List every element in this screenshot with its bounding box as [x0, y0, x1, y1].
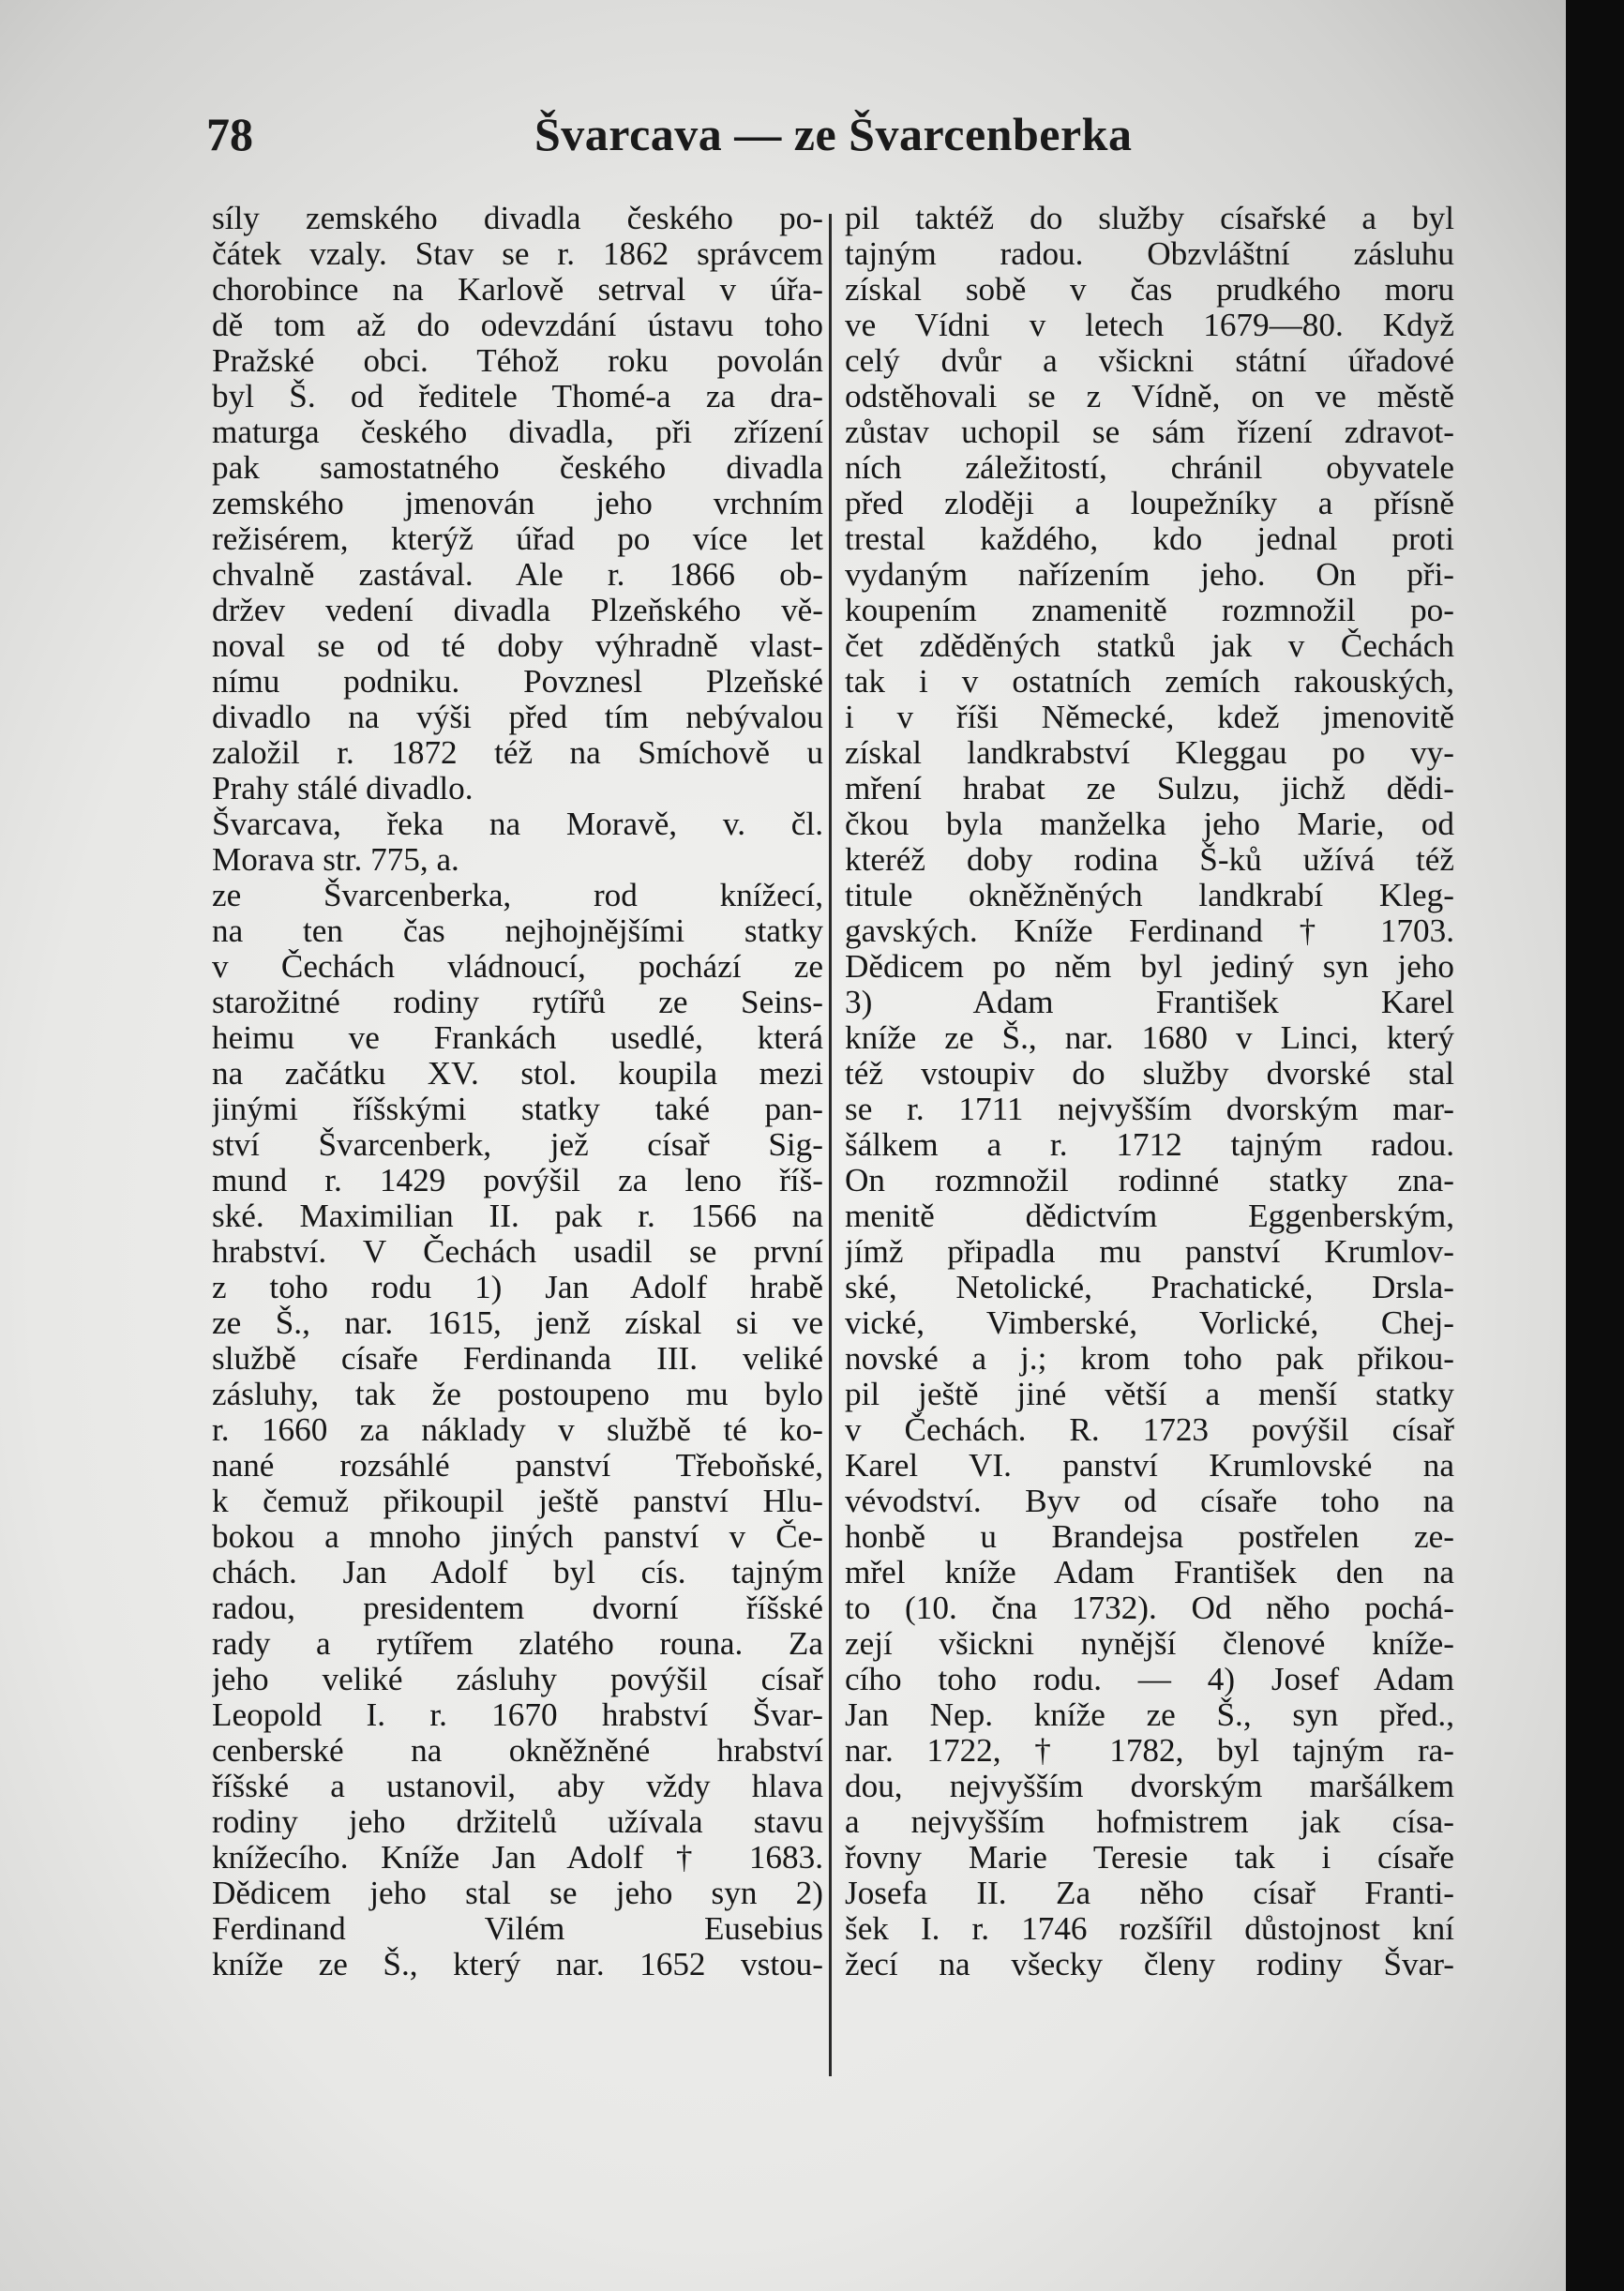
- text-line: i v říši Německé, kdež jmenovitě: [845, 700, 1454, 735]
- text-line: novské a j.; krom toho pak přikou-: [845, 1341, 1454, 1377]
- text-line: cího toho rodu. — 4) Josef Adam: [845, 1662, 1454, 1697]
- text-line: koupením znamenitě rozmnožil po-: [845, 593, 1454, 628]
- text-line: tajným radou. Obzvláštní zásluhu: [845, 236, 1454, 272]
- text-line: radou, presidentem dvorní říšské: [212, 1590, 823, 1626]
- text-line: ské, Netolické, Prachatické, Drsla-: [845, 1270, 1454, 1305]
- text-line: Morava str. 775, a.: [212, 842, 459, 878]
- text-line: mření hrabat ze Sulzu, jichž dědi-: [845, 771, 1454, 806]
- column-divider: [829, 214, 832, 2076]
- text-line: chách. Jan Adolf byl cís. tajným: [212, 1555, 823, 1590]
- text-line: založil r. 1872 též na Smíchově u: [212, 735, 823, 771]
- text-line: pil ještě jiné větší a menší statky: [845, 1377, 1454, 1412]
- text-line: získal sobě v čas prudkého moru: [845, 272, 1454, 308]
- text-line: nané rozsáhlé panství Třeboňské,: [212, 1448, 823, 1484]
- text-line: kteréž doby rodina Š-ků užívá též: [845, 842, 1454, 878]
- text-line: Dědicem jeho stal se jeho syn 2): [212, 1876, 823, 1911]
- text-line: Josefa II. Za něho císař Franti-: [845, 1876, 1454, 1911]
- text-line: trestal každého, kdo jednal proti: [845, 521, 1454, 557]
- text-line: 3) Adam František Karel: [845, 985, 1454, 1020]
- text-line: divadlo na výši před tím nebývalou: [212, 700, 823, 735]
- text-line: tak i v ostatních zemích rakouských,: [845, 664, 1454, 700]
- text-line: to (10. čna 1732). Od něho pochá-: [845, 1590, 1454, 1626]
- text-line: na začátku XV. stol. koupila mezi: [212, 1056, 823, 1092]
- text-line: síly zemského divadla českého po-: [212, 201, 823, 236]
- text-line: byl Š. od ředitele Thomé-a za dra-: [212, 379, 823, 414]
- text-line: mřel kníže Adam František den na: [845, 1555, 1454, 1590]
- text-line: Švarcava, řeka na Moravě, v. čl.: [212, 806, 823, 842]
- text-line: Karel VI. panství Krumlovské na: [845, 1448, 1454, 1484]
- text-column-right: [845, 201, 1454, 1982]
- text-line: celý dvůr a všickni státní úřadové: [845, 343, 1454, 379]
- text-line: Ferdinand Vilém Eusebius: [212, 1911, 823, 1947]
- text-line: menitě dědictvím Eggenberským,: [845, 1198, 1454, 1234]
- text-line: šálkem a r. 1712 tajným radou.: [845, 1127, 1454, 1163]
- text-line: gavských. Kníže Ferdinand † 1703.: [845, 913, 1454, 949]
- text-line: maturga českého divadla, při zřízení: [212, 414, 823, 450]
- page-number: 78: [206, 108, 253, 160]
- text-line: Leopold I. r. 1670 hrabství Švar-: [212, 1697, 823, 1733]
- text-line: odstěhovali se z Vídně, on ve městě: [845, 379, 1454, 414]
- text-line: zásluhy, tak že postoupeno mu bylo: [212, 1377, 823, 1412]
- text-line: nímu podniku. Povznesl Plzeňské: [212, 664, 823, 700]
- text-line: z toho rodu 1) Jan Adolf hrabě: [212, 1270, 823, 1305]
- text-line: r. 1660 za náklady v službě té ko-: [212, 1412, 823, 1448]
- text-line: též vstoupiv do služby dvorské stal: [845, 1056, 1454, 1092]
- text-line: noval se od té doby výhradně vlast-: [212, 628, 823, 664]
- text-line: a nejvyšším hofmistrem jak císa-: [845, 1804, 1454, 1840]
- text-line: žecí na všecky členy rodiny Švar-: [845, 1947, 1454, 1982]
- text-line: kníže ze Š., nar. 1680 v Linci, který: [845, 1020, 1454, 1056]
- text-line: v Čechách vládnoucí, pochází ze: [212, 949, 823, 985]
- text-line: kníže ze Š., který nar. 1652 vstou-: [212, 1947, 823, 1982]
- page-header: [206, 98, 1435, 163]
- text-line: získal landkrabství Kleggau po vy-: [845, 735, 1454, 771]
- text-line: vydaným nařízením jeho. On při-: [845, 557, 1454, 593]
- text-line: jímž připadla mu panství Krumlov-: [845, 1234, 1454, 1270]
- text-line: ních záležitostí, chránil obyvatele: [845, 450, 1454, 486]
- scan-edge: [1566, 0, 1624, 2291]
- text-line: cenberské na okněžněné hrabství: [212, 1733, 823, 1769]
- text-line: jeho veliké zásluhy povýšil císař: [212, 1662, 823, 1697]
- text-line: pil taktéž do služby císařské a byl: [845, 201, 1454, 236]
- text-line: ské. Maximilian II. pak r. 1566 na: [212, 1198, 823, 1234]
- text-line: chorobince na Karlově setrval v úřa-: [212, 272, 823, 308]
- text-line: starožitné rodiny rytířů ze Seins-: [212, 985, 823, 1020]
- text-line: dou, nejvyšším dvorským maršálkem: [845, 1769, 1454, 1804]
- text-line: zůstav uchopil se sám řízení zdravot-: [845, 414, 1454, 450]
- text-line: Prahy stálé divadlo.: [212, 771, 474, 806]
- text-line: ze Švarcenberka, rod knížecí,: [212, 878, 823, 913]
- text-line: držev vedení divadla Plzeňského vě-: [212, 593, 823, 628]
- text-line: hrabství. V Čechách usadil se první: [212, 1234, 823, 1270]
- text-line: říšské a ustanovil, aby vždy hlava: [212, 1769, 823, 1804]
- text-line: ze Š., nar. 1615, jenž získal si ve: [212, 1305, 823, 1341]
- text-line: v Čechách. R. 1723 povýšil císař: [845, 1412, 1454, 1448]
- text-line: Dědicem po něm byl jediný syn jeho: [845, 949, 1454, 985]
- text-line: pak samostatného českého divadla: [212, 450, 823, 486]
- text-line: čet zděděných statků jak v Čechách: [845, 628, 1454, 664]
- text-line: rodiny jeho držitelů užívala stavu: [212, 1804, 823, 1840]
- text-line: honbě u Brandejsa postřelen ze-: [845, 1519, 1454, 1555]
- text-line: rady a rytířem zlatého rouna. Za: [212, 1626, 823, 1662]
- text-line: Jan Nep. kníže ze Š., syn před.,: [845, 1697, 1454, 1733]
- text-line: dě tom až do odevzdání ústavu toho: [212, 308, 823, 343]
- text-column-left: [212, 201, 823, 1982]
- text-line: On rozmnožil rodinné statky zna-: [845, 1163, 1454, 1198]
- text-line: šek I. r. 1746 rozšířil důstojnost kní: [845, 1911, 1454, 1947]
- text-line: ství Švarcenberk, jež císař Sig-: [212, 1127, 823, 1163]
- text-line: jinými říšskými statky také pan-: [212, 1092, 823, 1127]
- text-line: na ten čas nejhojnějšími statky: [212, 913, 823, 949]
- text-line: zejí všickni nynější členové kníže-: [845, 1626, 1454, 1662]
- text-line: zemského jmenován jeho vrchním: [212, 486, 823, 521]
- text-line: čátek vzaly. Stav se r. 1862 správcem: [212, 236, 823, 272]
- text-line: vické, Vimberské, Vorlické, Chej-: [845, 1305, 1454, 1341]
- text-line: ve Vídni v letech 1679—80. Když: [845, 308, 1454, 343]
- text-line: chvalně zastával. Ale r. 1866 ob-: [212, 557, 823, 593]
- text-line: bokou a mnoho jiných panství v Če-: [212, 1519, 823, 1555]
- text-line: se r. 1711 nejvyšším dvorským mar-: [845, 1092, 1454, 1127]
- text-line: vévodství. Byv od císaře toho na: [845, 1484, 1454, 1519]
- text-line: před zloději a loupežníky a přísně: [845, 486, 1454, 521]
- text-line: titule okněžněných landkrabí Kleg-: [845, 878, 1454, 913]
- text-line: službě císaře Ferdinanda III. veliké: [212, 1341, 823, 1377]
- text-line: mund r. 1429 povýšil za leno říš-: [212, 1163, 823, 1198]
- text-line: knížecího. Kníže Jan Adolf † 1683.: [212, 1840, 823, 1876]
- running-head: Švarcava — ze Švarcenberka: [534, 108, 1133, 160]
- text-line: heimu ve Frankách usedlé, která: [212, 1020, 823, 1056]
- text-line: čkou byla manželka jeho Marie, od: [845, 806, 1454, 842]
- text-line: Pražské obci. Téhož roku povolán: [212, 343, 823, 379]
- text-line: řovny Marie Teresie tak i císaře: [845, 1840, 1454, 1876]
- text-line: k čemuž přikoupil ještě panství Hlu-: [212, 1484, 823, 1519]
- text-line: režisérem, kterýž úřad po více let: [212, 521, 823, 557]
- text-line: nar. 1722, † 1782, byl tajným ra-: [845, 1733, 1454, 1769]
